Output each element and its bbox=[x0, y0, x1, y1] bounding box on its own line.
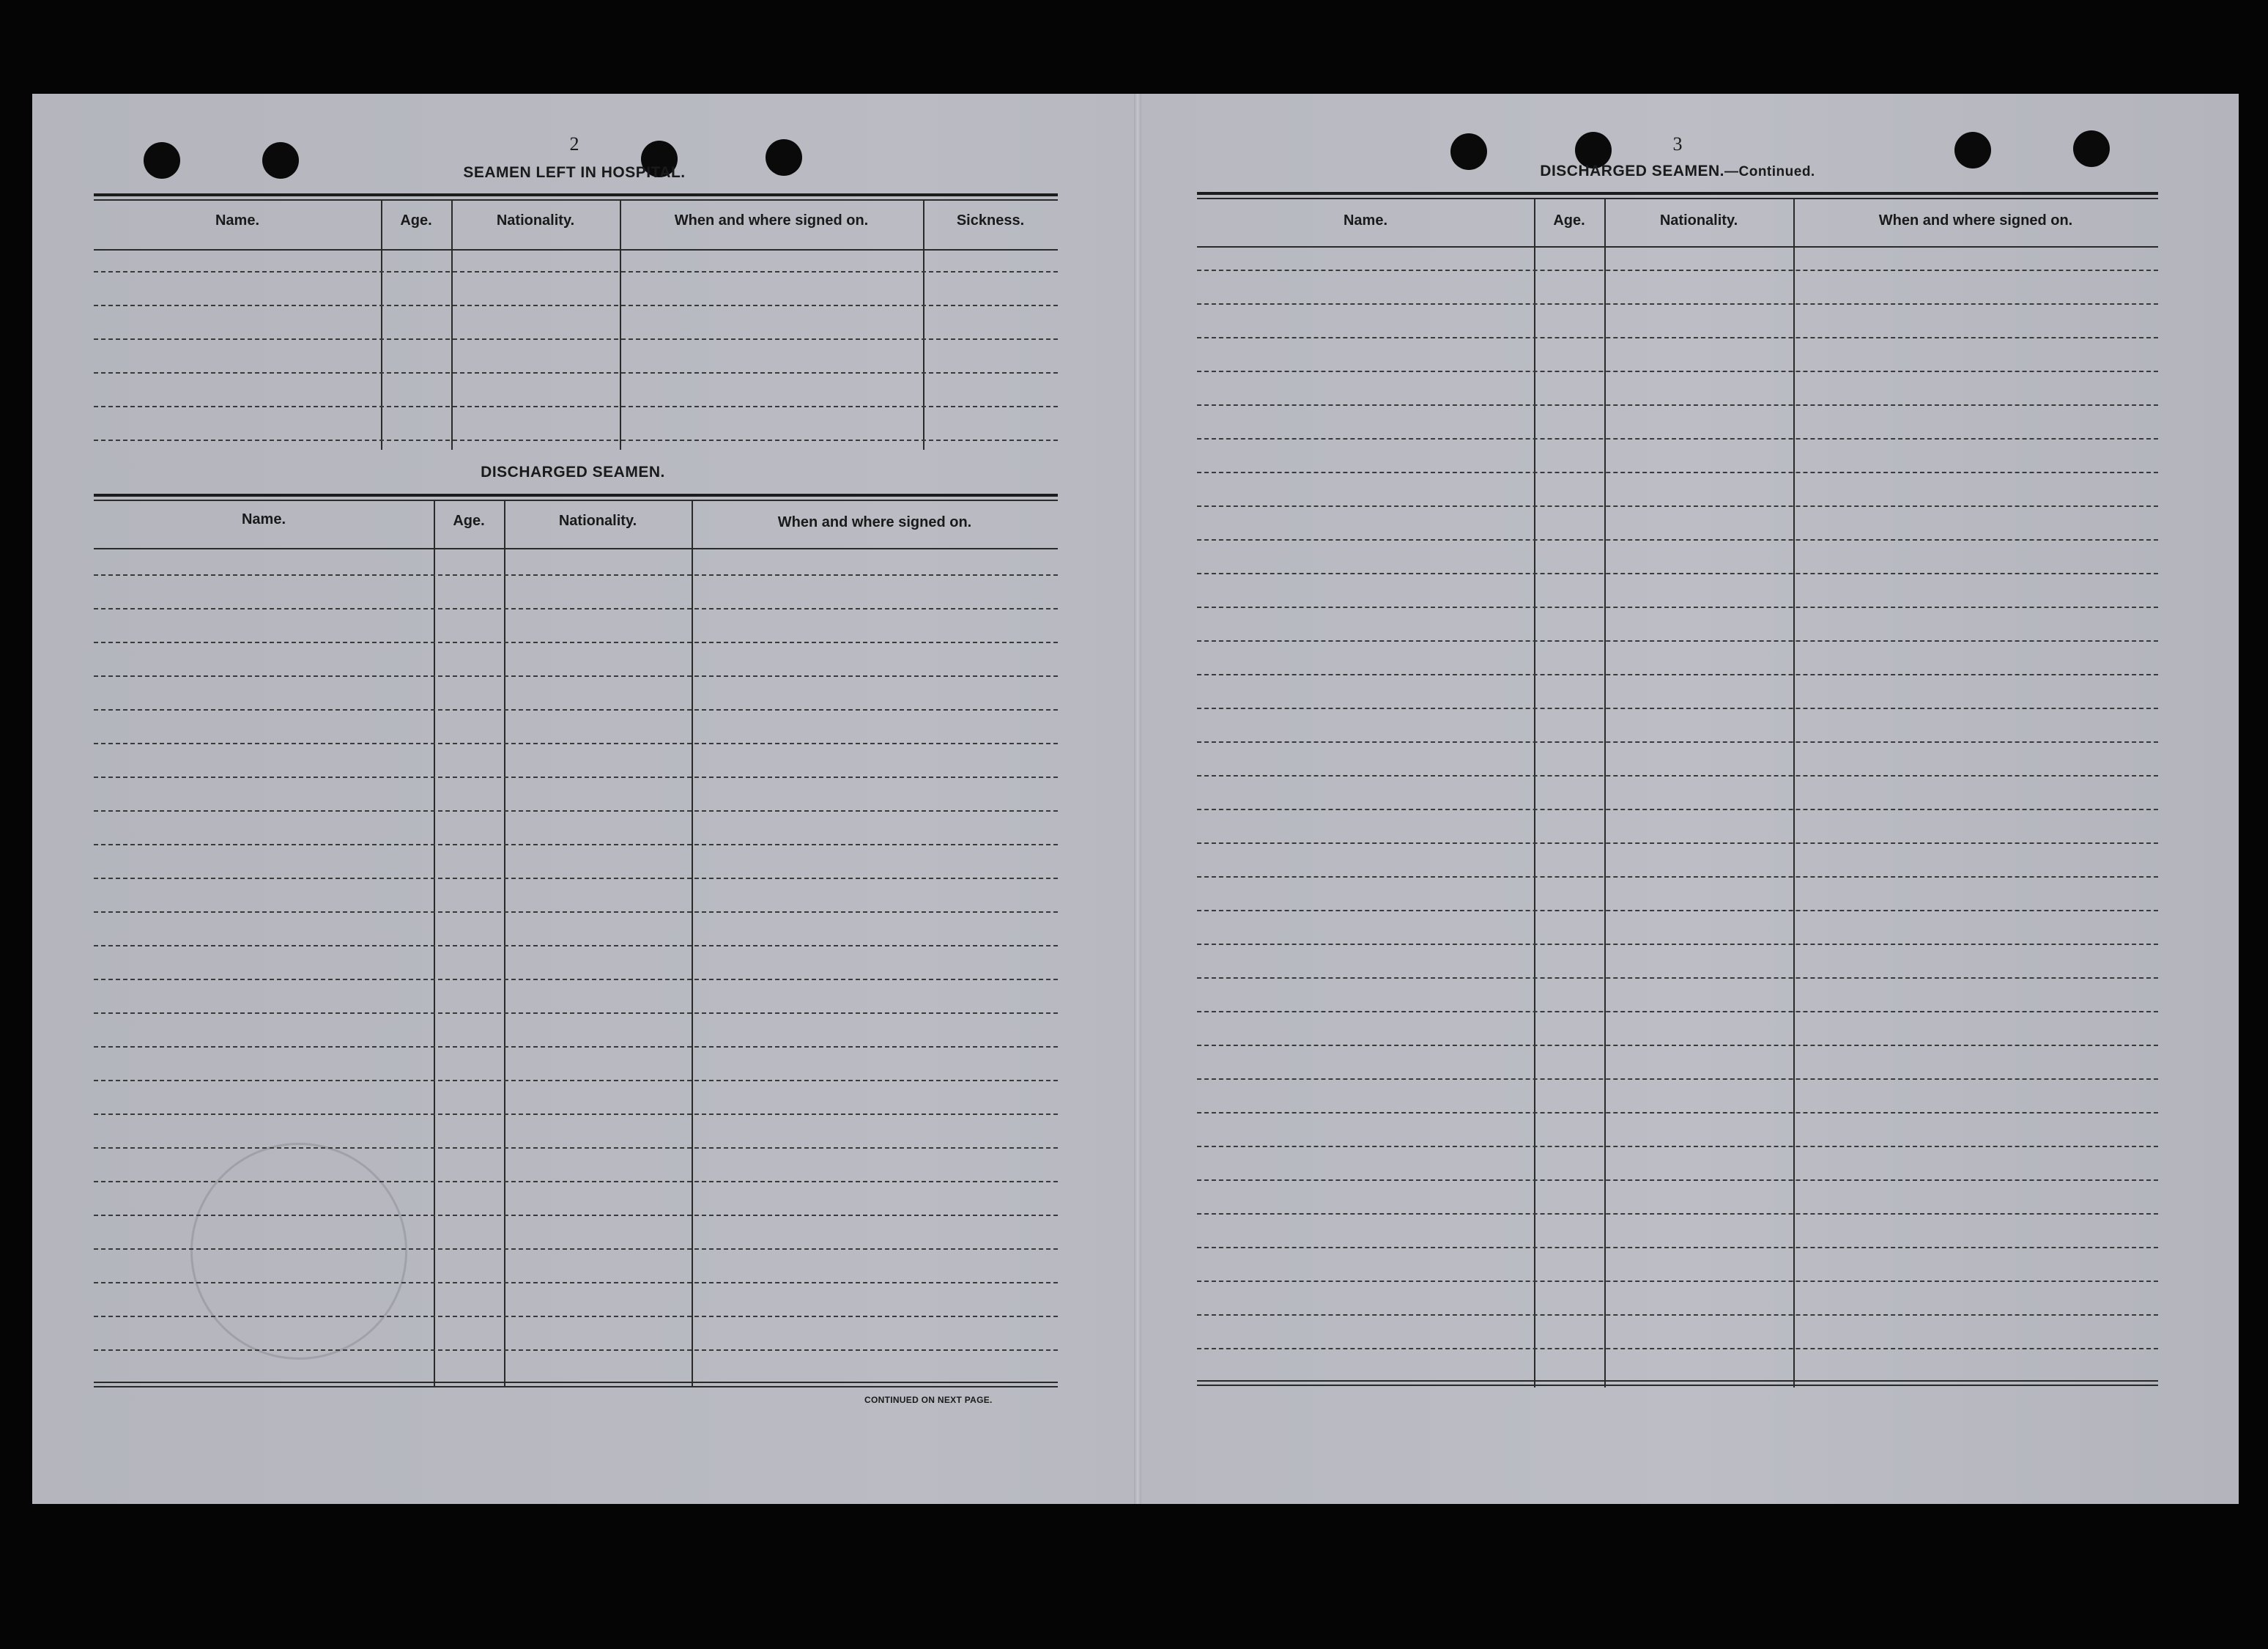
discharged-section-title: DISCHARGED SEAMEN. bbox=[481, 464, 665, 481]
punch-hole bbox=[144, 142, 180, 179]
hospital-col-signed-on: When and where signed on. bbox=[674, 212, 869, 229]
page-fold bbox=[1134, 94, 1141, 1504]
discharged-col-age: Age. bbox=[453, 513, 485, 529]
punch-hole bbox=[2073, 130, 2110, 167]
punch-hole bbox=[766, 139, 802, 176]
punch-hole bbox=[262, 142, 299, 179]
right-col-age: Age. bbox=[1553, 212, 1585, 229]
hospital-col-nationality: Nationality. bbox=[496, 212, 575, 229]
hospital-col-age: Age. bbox=[400, 212, 432, 229]
discharged-table-left bbox=[94, 494, 1058, 1387]
discharged-col-name: Name. bbox=[241, 511, 286, 527]
page-number-left: 2 bbox=[569, 133, 579, 155]
discharged-continued-title-suffix: —Continued. bbox=[1724, 164, 1815, 179]
right-col-signed-on: When and where signed on. bbox=[1878, 212, 2073, 229]
discharged-col-nationality: Nationality. bbox=[558, 513, 637, 529]
hospital-table bbox=[94, 193, 1058, 450]
hospital-col-sickness: Sickness. bbox=[956, 212, 1025, 229]
continued-note: CONTINUED ON NEXT PAGE. bbox=[864, 1395, 993, 1405]
hospital-col-name: Name. bbox=[215, 212, 260, 229]
hospital-section-title: SEAMEN LEFT IN HOSPITAL. bbox=[463, 164, 686, 181]
discharged-continued-title bbox=[1540, 163, 1815, 180]
discharged-col-signed-on: When and where signed on. bbox=[777, 514, 972, 530]
discharged-continued-title-main: DISCHARGED SEAMEN. bbox=[1540, 163, 1724, 179]
right-col-nationality: Nationality. bbox=[1659, 212, 1738, 229]
page-number-right: 3 bbox=[1672, 133, 1683, 155]
discharged-table-right bbox=[1197, 192, 2158, 1387]
punch-hole bbox=[1954, 132, 1991, 168]
punch-hole bbox=[1450, 133, 1487, 170]
right-col-name: Name. bbox=[1343, 212, 1388, 229]
